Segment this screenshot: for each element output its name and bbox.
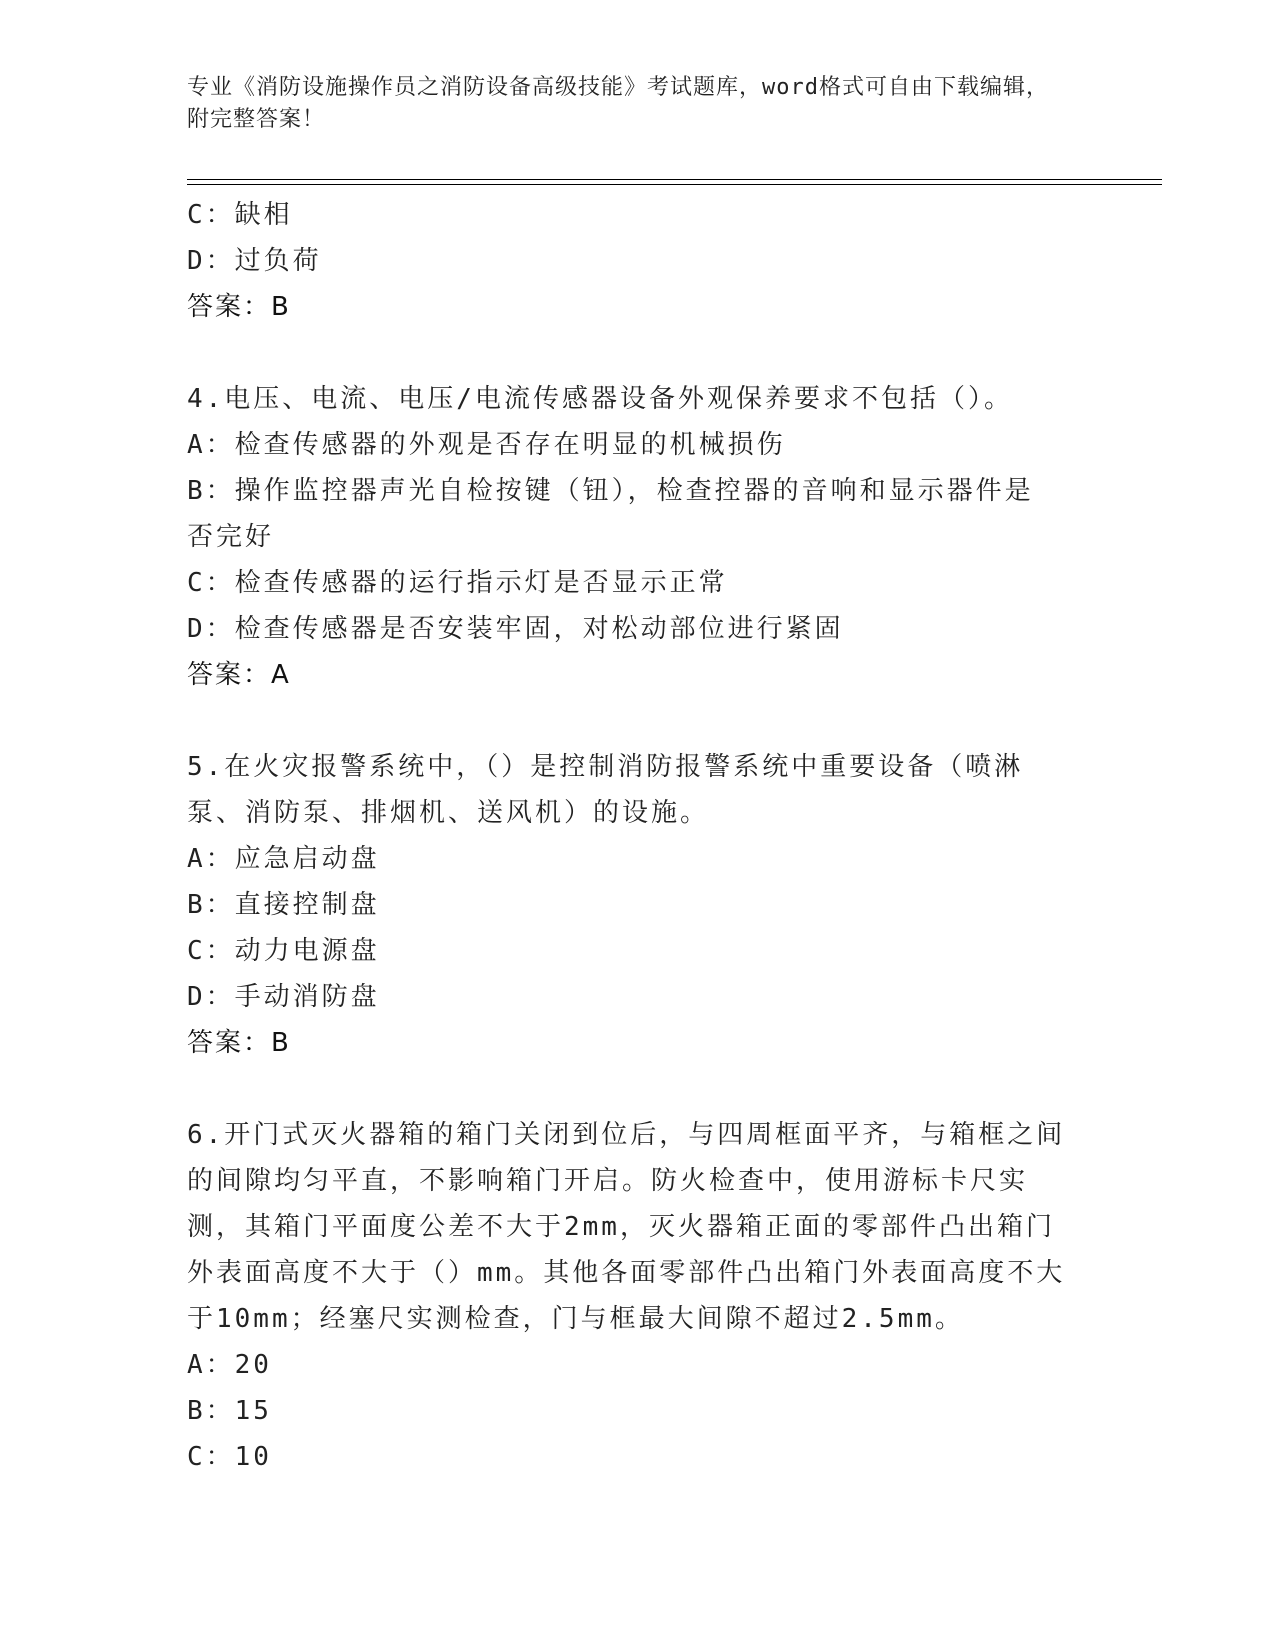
question-text: 4.电压、电流、电压/电流传感器设备外观保养要求不包括（）。 xyxy=(187,384,1013,414)
option-b: B：直接控制盘 xyxy=(187,890,380,920)
option-d: D：过负荷 xyxy=(187,246,322,276)
answer: 答案：B xyxy=(187,292,291,322)
header-rule-bottom xyxy=(187,184,1162,185)
question-5 xyxy=(187,744,1087,1066)
option-c: C：动力电源盘 xyxy=(187,936,380,966)
option-b: B：操作监控器声光自检按键（钮），检查控器的音响和显示器件是否完好 xyxy=(187,476,1034,552)
option-a: A：检查传感器的外观是否存在明显的机械损伤 xyxy=(187,430,786,460)
question-list xyxy=(187,192,1087,1480)
question-4 xyxy=(187,376,1087,698)
document-header: 专业《消防设施操作员之消防设备高级技能》考试题库，word格式可自由下载编辑，附完整答案！ xyxy=(187,75,1049,132)
option-a: A：20 xyxy=(187,1350,272,1380)
question-3-tail xyxy=(187,192,1087,330)
option-b: B：15 xyxy=(187,1396,272,1426)
option-d: D：检查传感器是否安装牢固，对松动部位进行紧固 xyxy=(187,614,844,644)
option-c: C：10 xyxy=(187,1442,272,1472)
option-d: D：手动消防盘 xyxy=(187,982,380,1012)
answer: 答案：A xyxy=(187,660,291,690)
option-a: A：应急启动盘 xyxy=(187,844,380,874)
option-c: C：缺相 xyxy=(187,200,293,230)
question-text: 6.开门式灭火器箱的箱门关闭到位后，与四周框面平齐，与箱框之间的间隙均匀平直，不影响箱门开启。防火检查中，使用游标卡尺实测，其箱门平面度公差不大于2mm，灭火器箱正面的零部件凸出箱门外表面高度不大于（）mm。其他各面零部件凸出箱门外表面高度不大于10mm；经塞尺实测检查，门与框最大间隙不超过2.5mm。 xyxy=(187,1120,1066,1334)
question-text: 5.在火灾报警系统中，（）是控制消防报警系统中重要设备（喷淋泵、消防泵、排烟机、送风机）的设施。 xyxy=(187,752,1024,828)
answer: 答案：B xyxy=(187,1028,291,1058)
question-6 xyxy=(187,1112,1087,1480)
header-rule-top xyxy=(187,179,1162,180)
option-c: C：检查传感器的运行指示灯是否显示正常 xyxy=(187,568,728,598)
